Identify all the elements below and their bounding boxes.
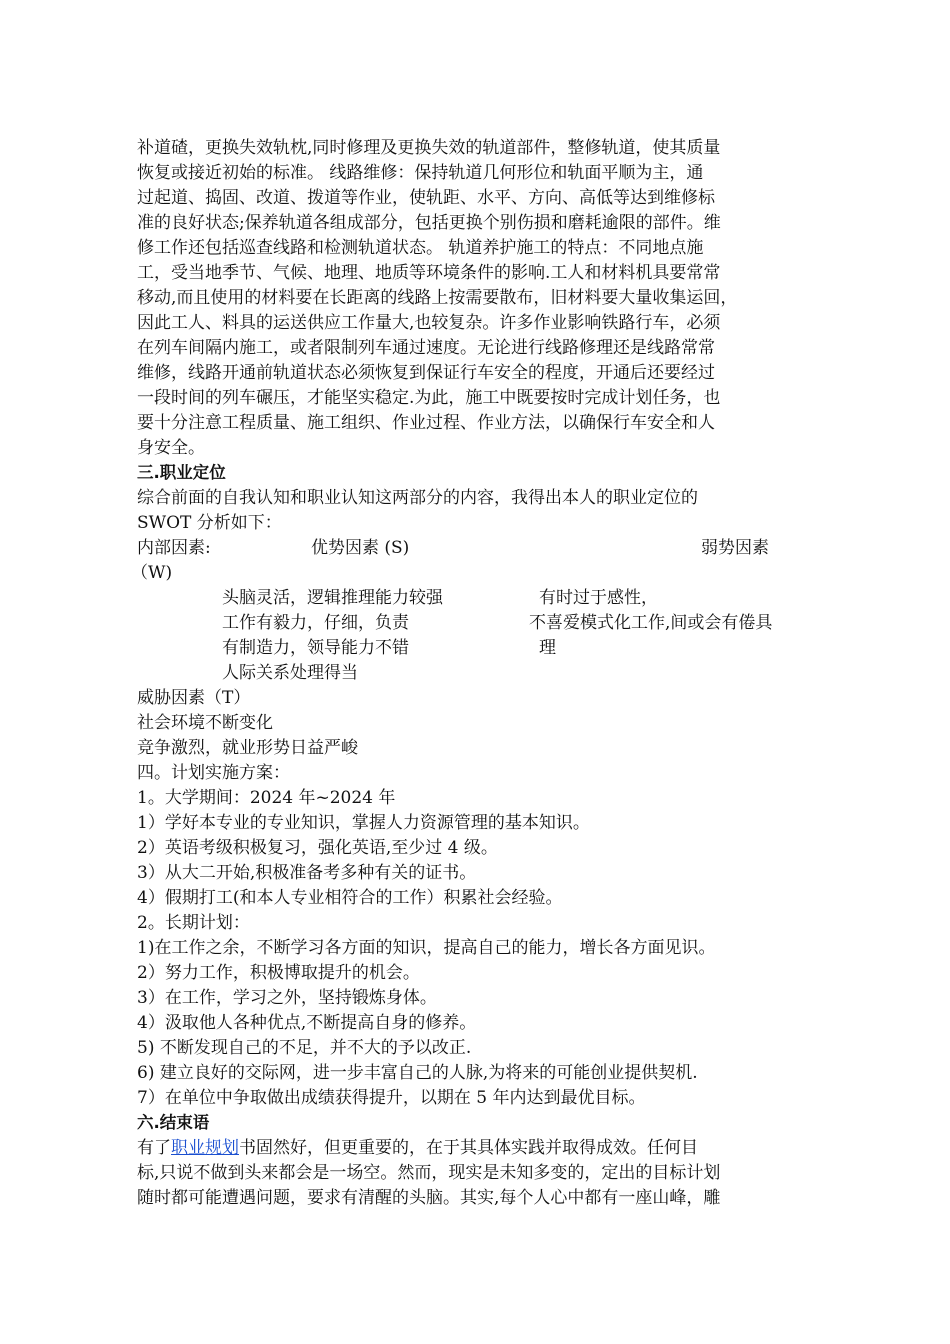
plan-line: 6) 建立良好的交际网，进一步丰富自己的人脉,为将来的可能创业提供契机. <box>137 1063 698 1083</box>
swot-internal-label: 内部因素: <box>137 538 211 558</box>
career-plan-link[interactable]: 职业规划 <box>171 1138 239 1158</box>
swot-threat-item: 社会环境不断变化 <box>137 713 273 733</box>
body-line: 准的良好状态;保养轨道各组成部分，包括更换个别伤损和磨耗逾限的部件。维 <box>137 213 721 233</box>
swot-strength-item: 人际关系处理得当 <box>222 663 358 683</box>
plan-line: 2）英语考级积极复习，强化英语,至少过 4 级。 <box>137 838 498 858</box>
swot-weakness-label: 弱势因素 <box>701 538 769 558</box>
swot-strength-item: 头脑灵活，逻辑推理能力较强 <box>222 588 443 608</box>
plan-line: 2）努力工作，积极博取提升的机会。 <box>137 963 420 983</box>
plan-line: 2。长期计划： <box>137 913 250 933</box>
body-line: 身安全。 <box>137 438 205 458</box>
swot-weakness-item: 不喜爱模式化工作,间或会有倦具 <box>529 613 773 633</box>
conclusion-line <box>137 1136 698 1160</box>
swot-strength-item: 工作有毅力，仔细，负责 <box>222 613 409 633</box>
swot-weakness-code: （W) <box>131 563 173 583</box>
plan-line: 7）在单位中争取做出成绩获得提升，以期在 5 年内达到最优目标。 <box>137 1088 646 1108</box>
body-line: 一段时间的列车碾压，才能坚实稳定.为此，施工中既要按时完成计划任务，也 <box>137 388 721 408</box>
body-line: 工，受当地季节、气候、地理、地质等环境条件的影响.工人和材料机具要常常 <box>137 263 721 283</box>
swot-threat-item: 竞争激烈，就业形势日益严峻 <box>137 738 358 758</box>
swot-strength-item: 有制造力，领导能力不错 <box>222 638 409 658</box>
swot-strength-label: 优势因素 (S) <box>311 538 410 558</box>
body-line: 过起道、捣固、改道、拨道等作业，使轨距、水平、方向、高低等达到维修标 <box>137 188 715 208</box>
section-heading-conclusion: 六.结束语 <box>137 1113 210 1132</box>
plan-line: 3）从大二开始,积极准备考多种有关的证书。 <box>137 863 477 883</box>
plan-line: 1）学好本专业的专业知识，掌握人力资源管理的基本知识。 <box>137 813 590 833</box>
body-line: 在列车间隔内施工，或者限制列车通过速度。无论进行线路修理还是线路常常 <box>137 338 715 358</box>
plan-line: 5) 不断发现自己的不足，并不大的予以改正. <box>137 1038 472 1058</box>
conclusion-prefix: 有了 <box>137 1138 171 1158</box>
conclusion-line: 随时都可能遭遇问题，要求有清醒的头脑。其实,每个人心中都有一座山峰，雕 <box>137 1188 721 1208</box>
conclusion-line: 标,只说不做到头来都会是一场空。然而，现实是未知多变的，定出的目标计划 <box>137 1163 721 1183</box>
plan-line: 3）在工作，学习之外，坚持锻炼身体。 <box>137 988 437 1008</box>
section-heading-implementation-plan: 四。计划实施方案： <box>137 763 290 783</box>
conclusion-suffix: 书固然好，但更重要的，在于其具体实践并取得成效。任何目 <box>239 1138 698 1158</box>
body-line: 维修，线路开通前轨道状态必须恢复到保证行车安全的程度，开通后还要经过 <box>137 363 715 383</box>
swot-weakness-item: 有时过于感性， <box>539 588 658 608</box>
plan-line: 4）汲取他人各种优点,不断提高自身的修养。 <box>137 1013 477 1033</box>
body-line: 要十分注意工程质量、施工组织、作业过程、作业方法，以确保行车安全和人 <box>137 413 715 433</box>
swot-weakness-item: 理 <box>539 638 556 658</box>
plan-line: 4）假期打工(和本人专业相符合的工作）积累社会经验。 <box>137 888 563 908</box>
section3-intro-line: SWOT 分析如下： <box>137 513 282 533</box>
body-line: 因此工人、料具的运送供应工作量大,也较复杂。许多作业影响铁路行车，必须 <box>137 313 721 333</box>
body-line: 修工作还包括巡查线路和检测轨道状态。 轨道养护施工的特点：不同地点施 <box>137 238 704 258</box>
plan-line: 1)在工作之余，不断学习各方面的知识，提高自己的能力，增长各方面见识。 <box>137 938 716 958</box>
section3-intro-line: 综合前面的自我认知和职业认知这两部分的内容，我得出本人的职业定位的 <box>137 488 698 508</box>
section-heading-career-positioning: 三.职业定位 <box>137 463 226 482</box>
body-line: 移动,而且使用的材料要在长距离的线路上按需要散布，旧材料要大量收集运回， <box>137 288 738 308</box>
body-line: 恢复或接近初始的标准。 线路维修：保持轨道几何形位和轨面平顺为主，通 <box>137 163 704 183</box>
swot-threat-label: 威胁因素（T） <box>137 688 251 708</box>
plan-line: 1。大学期间：2024 年~2024 年 <box>137 788 396 808</box>
body-line: 补道碴，更换失效轨枕,同时修理及更换失效的轨道部件，整修轨道，使其质量 <box>137 138 721 158</box>
